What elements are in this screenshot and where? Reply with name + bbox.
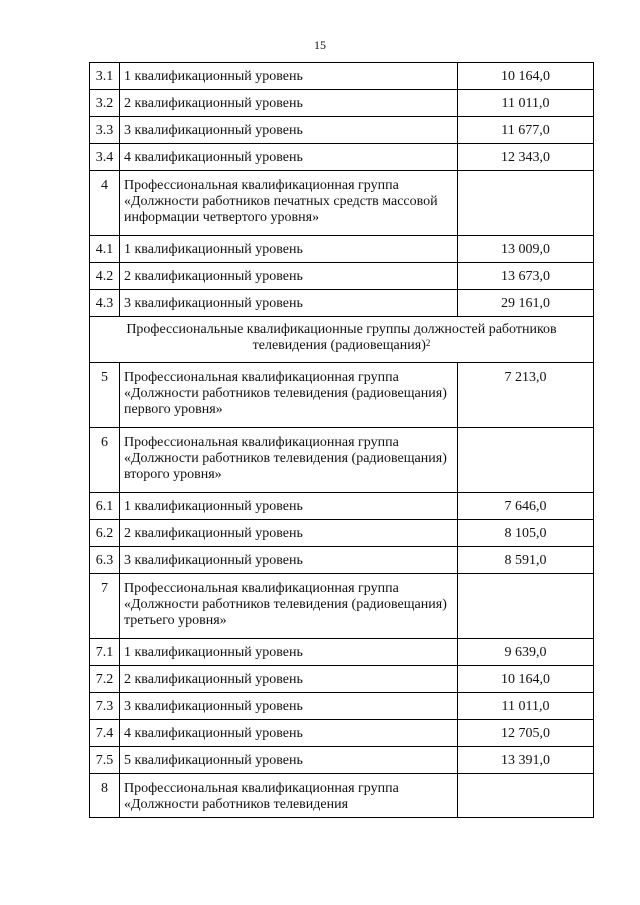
row-value: 11 011,0 bbox=[458, 693, 594, 720]
page-number: 15 bbox=[314, 38, 326, 52]
row-value: 8 591,0 bbox=[458, 547, 594, 574]
row-value bbox=[458, 774, 594, 818]
row-number: 7.1 bbox=[90, 639, 120, 666]
row-name: Профессиональная квалификационная группа «Должности работников телевидения (радиовещания) первого уровня» bbox=[120, 363, 458, 428]
row-value: 29 161,0 bbox=[458, 290, 594, 317]
row-name: 2 квалификационный уровень bbox=[120, 666, 458, 693]
table-row bbox=[90, 263, 594, 290]
row-value: 13 391,0 bbox=[458, 747, 594, 774]
row-name: 2 квалификационный уровень bbox=[120, 520, 458, 547]
row-name: 5 квалификационный уровень bbox=[120, 747, 458, 774]
row-number: 4.2 bbox=[90, 263, 120, 290]
row-name: 3 квалификационный уровень bbox=[120, 117, 458, 144]
row-name: 1 квалификационный уровень bbox=[120, 63, 458, 90]
section-heading-text: Профессиональные квалификационные группы должностей работников телевидения (радиовещания) bbox=[126, 322, 557, 353]
row-number: 6 bbox=[90, 428, 120, 493]
row-number: 4.1 bbox=[90, 236, 120, 263]
row-value bbox=[458, 171, 594, 236]
row-number: 3.1 bbox=[90, 63, 120, 90]
row-number: 6.2 bbox=[90, 520, 120, 547]
table-row bbox=[90, 144, 594, 171]
row-number: 6.3 bbox=[90, 547, 120, 574]
table-row bbox=[90, 290, 594, 317]
table-row bbox=[90, 90, 594, 117]
row-number: 7.3 bbox=[90, 693, 120, 720]
row-name: 3 квалификационный уровень bbox=[120, 547, 458, 574]
row-name: 1 квалификационный уровень bbox=[120, 639, 458, 666]
table-row bbox=[90, 666, 594, 693]
row-name: Профессиональная квалификационная группа «Должности работников телевидения (радиовещания) третьего уровня» bbox=[120, 574, 458, 639]
salary-table bbox=[89, 62, 594, 818]
table-row bbox=[90, 520, 594, 547]
row-number: 7 bbox=[90, 574, 120, 639]
row-number: 7.2 bbox=[90, 666, 120, 693]
table-row bbox=[90, 117, 594, 144]
row-value: 11 677,0 bbox=[458, 117, 594, 144]
row-number: 4 bbox=[90, 171, 120, 236]
row-number: 5 bbox=[90, 363, 120, 428]
row-value: 13 009,0 bbox=[458, 236, 594, 263]
row-value: 12 343,0 bbox=[458, 144, 594, 171]
table-row bbox=[90, 493, 594, 520]
row-number: 3.4 bbox=[90, 144, 120, 171]
table-row bbox=[90, 747, 594, 774]
row-number: 4.3 bbox=[90, 290, 120, 317]
row-value: 12 705,0 bbox=[458, 720, 594, 747]
row-value: 10 164,0 bbox=[458, 63, 594, 90]
row-number: 7.4 bbox=[90, 720, 120, 747]
row-number: 6.1 bbox=[90, 493, 120, 520]
row-number: 8 bbox=[90, 774, 120, 818]
row-number: 7.5 bbox=[90, 747, 120, 774]
row-value: 13 673,0 bbox=[458, 263, 594, 290]
table-row bbox=[90, 720, 594, 747]
row-value bbox=[458, 574, 594, 639]
section-row bbox=[90, 317, 594, 363]
row-value: 10 164,0 bbox=[458, 666, 594, 693]
table-row bbox=[90, 547, 594, 574]
row-name: Профессиональная квалификационная группа «Должности работников телевидения (радиовещания) второго уровня» bbox=[120, 428, 458, 493]
table-row-group-header bbox=[90, 171, 594, 236]
table-row-group-header bbox=[90, 363, 594, 428]
row-value: 9 639,0 bbox=[458, 639, 594, 666]
table-row-group-header bbox=[90, 428, 594, 493]
row-name: 4 квалификационный уровень bbox=[120, 144, 458, 171]
row-name: 2 квалификационный уровень bbox=[120, 90, 458, 117]
table-row bbox=[90, 693, 594, 720]
section-heading bbox=[90, 317, 594, 363]
row-number: 3.3 bbox=[90, 117, 120, 144]
row-name: 2 квалификационный уровень bbox=[120, 263, 458, 290]
row-value bbox=[458, 428, 594, 493]
table-row bbox=[90, 236, 594, 263]
row-name: 3 квалификационный уровень bbox=[120, 693, 458, 720]
row-name: 4 квалификационный уровень bbox=[120, 720, 458, 747]
row-name: Профессиональная квалификационная группа «Должности работников печатных средств массовой информации четвертого уровня» bbox=[120, 171, 458, 236]
row-value: 7 646,0 bbox=[458, 493, 594, 520]
row-number: 3.2 bbox=[90, 90, 120, 117]
table-row bbox=[90, 639, 594, 666]
table-row-group-header bbox=[90, 574, 594, 639]
row-value: 7 213,0 bbox=[458, 363, 594, 428]
row-name: Профессиональная квалификационная группа «Должности работников телевидения bbox=[120, 774, 458, 818]
footnote-marker: 2 bbox=[425, 338, 431, 348]
row-name: 1 квалификационный уровень bbox=[120, 236, 458, 263]
table-row bbox=[90, 63, 594, 90]
row-name: 3 квалификационный уровень bbox=[120, 290, 458, 317]
row-value: 11 011,0 bbox=[458, 90, 594, 117]
row-value: 8 105,0 bbox=[458, 520, 594, 547]
table-row-group-header bbox=[90, 774, 594, 818]
row-name: 1 квалификационный уровень bbox=[120, 493, 458, 520]
